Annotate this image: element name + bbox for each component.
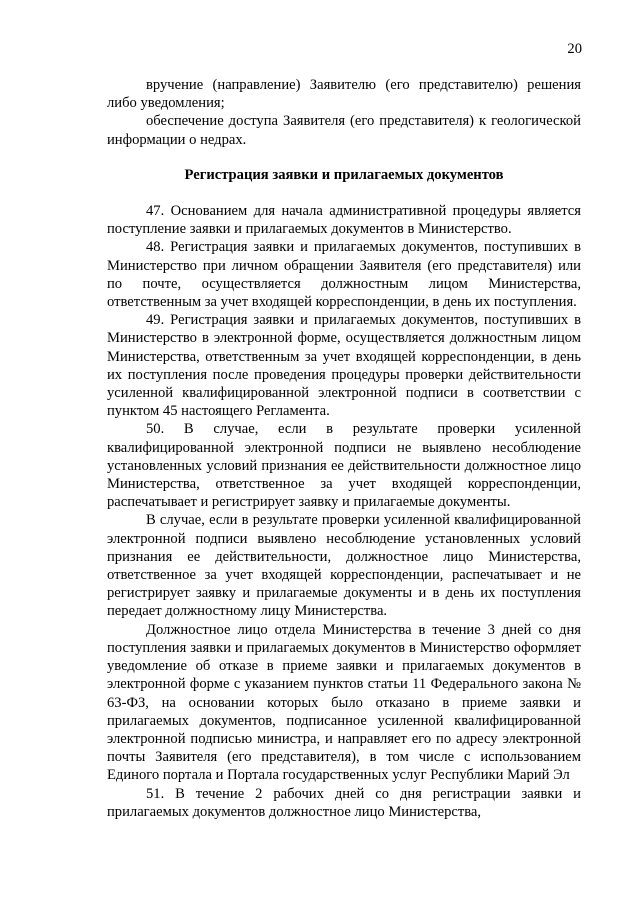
paragraph-geo-info-access: обеспечение доступа Заявителя (его представителя) к геологической информации о недрах. xyxy=(107,113,581,148)
paragraph-50: 50. В случае, если в результате проверки усиленной квалифицированной электронной подписи не выявлено несоблюдение установленных условий признания ее действительности должностное лицо Министерства, ответственное за учет входящей корреспонденции, распечатывает и регистрирует заявку и прилагаемые документы. xyxy=(107,421,581,511)
paragraph-50-negative-case: В случае, если в результате проверки усиленной квалифицированной электронной подписи выявлено несоблюдение установленных условий признания ее действительности, должностное лицо Министерства, ответственное за учет входящей корреспонденции, распечатывает и не регистрирует заявку и прилагаемые документы и в день их поступления передает должностному лицу Министерства. xyxy=(107,512,581,620)
paragraph-51: 51. В течение 2 рабочих дней со дня регистрации заявки и прилагаемых документов должностное лицо Министерства, xyxy=(107,785,581,820)
section-heading: Регистрация заявки и прилагаемых документов xyxy=(184,166,504,183)
paragraph-delivery: вручение (направление) Заявителю (его представителю) решения либо уведомления; xyxy=(107,77,581,112)
paragraph-48: 48. Регистрация заявки и прилагаемых документов, поступивших в Министерство при личном обращении Заявителя (его представителя) или по почте, осуществляется должностным лицом Министерства, ответственным за учет входящей корреспонденции, в день их поступления. xyxy=(107,239,581,311)
page-number: 20 xyxy=(567,41,582,57)
document-body xyxy=(107,76,581,821)
paragraph-47: 47. Основанием для начала административной процедуры является поступление заявки и прилагаемых документов в Министерство. xyxy=(107,203,581,238)
paragraph-49: 49. Регистрация заявки и прилагаемых документов, поступивших в Министерство в электронной форме, осуществляется должностным лицом Министерства, ответственным за учет входящей корреспонденции, в день их поступления после проведения процедуры проверки действительности усиленной квалифицированной электронной подписи в соответствии с пунктом 45 настоящего Регламента. xyxy=(107,312,581,420)
paragraph-50-refusal-notice: Должностное лицо отдела Министерства в течение 3 дней со дня поступления заявки и прилагаемых документов в Министерство оформляет уведомление об отказе в приеме заявки и прилагаемых документов в электронной форме с указанием пунктов статьи 11 Федерального закона № 63-ФЗ, на основании которых было отказано в приеме заявки и прилагаемых документов, подписанное усиленной квалифицированной электронной подписью министра, и направляет его по адресу электронной почты Заявителя (его представителя), в том числе с использованием Единого портала и Портала государственных услуг Республики Марий Эл xyxy=(107,621,581,784)
